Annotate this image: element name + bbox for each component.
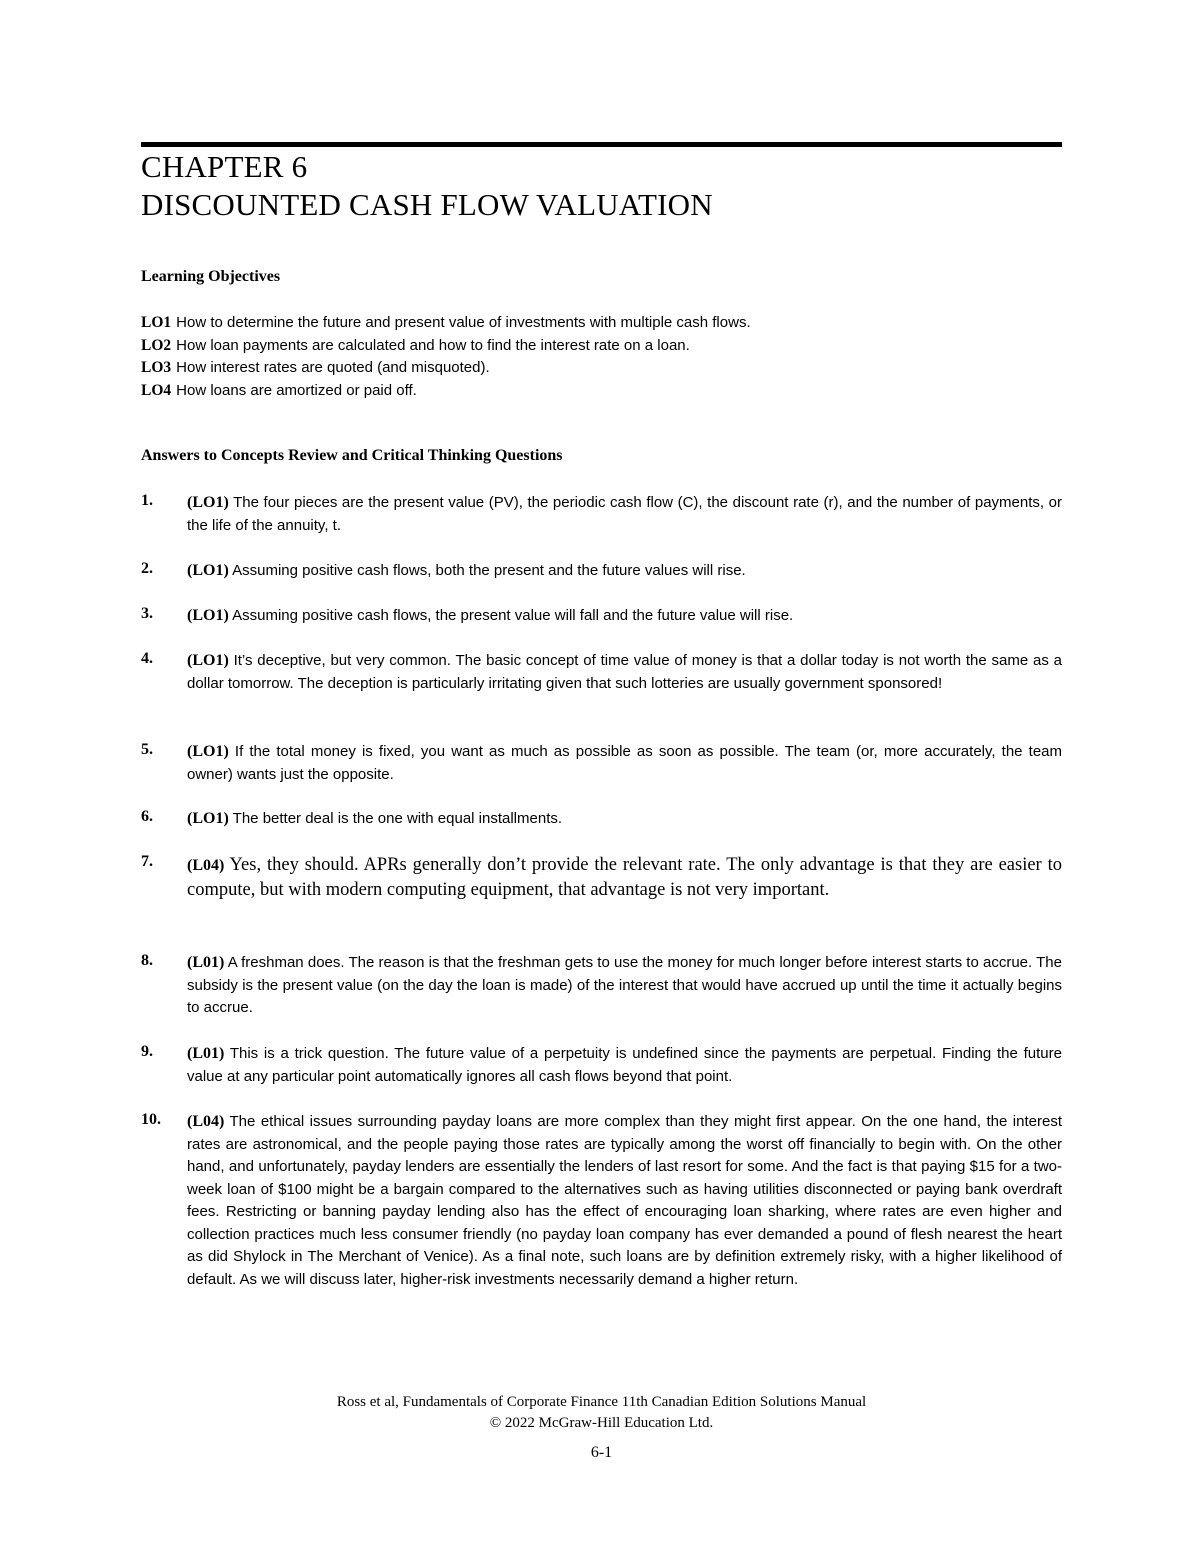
lo-code: LO3 <box>141 359 172 376</box>
answer-text: The better deal is the one with equal installments. <box>228 810 563 827</box>
page-number: 6-1 <box>590 1444 613 1461</box>
answer-lo-tag: (LO1) <box>187 494 229 511</box>
answer-number: 4. <box>141 650 153 667</box>
answer-lo-tag: (L04) <box>187 857 225 874</box>
answer-body <box>187 560 1062 583</box>
lo-code: LO1 <box>141 314 172 331</box>
answer-body <box>187 650 1062 695</box>
answer-item <box>141 650 1062 695</box>
answer-body <box>187 1111 1062 1291</box>
answer-body <box>187 952 1062 1020</box>
page-footer <box>141 1392 1062 1463</box>
answer-item <box>141 741 1062 786</box>
answer-text: The ethical issues surrounding payday loans are more complex than they might first appear. On the one hand, the interest rates are astronomical, and the people paying those rates are typically among the worst off financially to begin with. On the other hand, and unfortunately, payday lenders are essentially the lenders of last resort for some. And the fact is that paying $15 for a two-week loan of $100 might be a bargain compared to the alternatives such as having utilities disconnected or paying bank overdraft fees. Restricting or banning payday lending also has the effect of encouraging loan sharking, where rates are even higher and collection practices much less consumer friendly (no payday loan company has ever demanded a pound of flesh nearest the heart as did Shylock in The Merchant of Venice). As a final note, such loans are by definition extremely risky, with a higher likelihood of default. As we will discuss later, higher-risk investments necessarily demand a higher return. <box>187 1113 1062 1288</box>
answer-item <box>141 952 1062 1020</box>
answer-lo-tag: (LO1) <box>187 562 229 579</box>
answer-item <box>141 808 1062 831</box>
lo-item <box>141 312 1062 335</box>
answer-text: Assuming positive cash flows, both the present and the future values will rise. <box>228 562 746 579</box>
answer-body <box>187 1043 1062 1088</box>
answer-lo-tag: (L01) <box>187 954 225 971</box>
answer-body <box>187 808 1062 831</box>
answer-lo-tag: (LO1) <box>187 652 229 669</box>
lo-text: How to determine the future and present value of investments with multiple cash flows. <box>176 314 751 331</box>
answer-lo-tag: (LO1) <box>187 810 229 827</box>
answer-text: This is a trick question. The future value of a perpetuity is undefined since the payments are perpetual. Finding the future value at any particular point automatically ignores all cash flows beyond that point. <box>187 1045 1062 1085</box>
lo-item <box>141 357 1062 380</box>
answer-number: 2. <box>141 560 153 577</box>
answer-text: Assuming positive cash flows, the present value will fall and the future value will rise. <box>228 607 794 624</box>
lo-item <box>141 380 1062 403</box>
answer-item <box>141 492 1062 537</box>
answer-number: 3. <box>141 605 153 622</box>
answer-lo-tag: (LO1) <box>187 743 229 760</box>
answer-number: 7. <box>141 853 153 870</box>
answer-number: 5. <box>141 741 153 758</box>
answer-body <box>187 492 1062 537</box>
answer-body <box>187 853 1062 903</box>
answer-item <box>141 605 1062 628</box>
answer-number: 8. <box>141 952 153 969</box>
answer-number: 1. <box>141 492 153 509</box>
footer-copyright: © 2022 McGraw-Hill Education Ltd. <box>489 1415 714 1431</box>
answer-item <box>141 1111 1062 1291</box>
answer-text: The four pieces are the present value (PV), the periodic cash flow (C), the discount rate (r), and the number of payments, or the life of the annuity, t. <box>187 494 1062 534</box>
answer-body <box>187 741 1062 786</box>
answer-number: 9. <box>141 1043 153 1060</box>
chapter-title <box>141 148 1062 224</box>
lo-text: How loan payments are calculated and how to find the interest rate on a loan. <box>176 336 690 354</box>
lo-code: LO4 <box>141 381 172 399</box>
answer-lo-tag: (L04) <box>187 1113 225 1130</box>
lo-text: How interest rates are quoted (and misquoted). <box>176 359 490 376</box>
learning-objectives-heading: Learning Objectives <box>141 268 281 285</box>
lo-text: How loans are amortized or paid off. <box>176 381 417 399</box>
chapter-number: CHAPTER 6 <box>141 149 308 184</box>
chapter-name: DISCOUNTED CASH FLOW VALUATION <box>141 187 713 222</box>
lo-item <box>141 335 1062 358</box>
answer-item <box>141 560 1062 583</box>
lo-code: LO2 <box>141 336 172 354</box>
answer-text: If the total money is fixed, you want as much as possible as soon as possible. The team (or, more accurately, the team owner) wants just the opposite. <box>187 743 1062 783</box>
answer-lo-tag: (L01) <box>187 1045 225 1062</box>
learning-objectives-list <box>141 312 1062 402</box>
top-rule <box>141 142 1062 147</box>
answers-heading: Answers to Concepts Review and Critical Thinking Questions <box>141 447 563 464</box>
answer-item <box>141 1043 1062 1088</box>
answer-number: 6. <box>141 808 153 825</box>
answer-text: Yes, they should. APRs generally don’t provide the relevant rate. The only advantage is that they are easier to compute, but with modern computing equipment, that advantage is not very important. <box>187 855 1062 900</box>
answer-text: It’s deceptive, but very common. The basic concept of time value of money is that a dollar today is not worth the same as a dollar tomorrow. The deception is particularly irritating given that such lotteries are usually government sponsored! <box>187 652 1062 692</box>
answer-item <box>141 853 1062 903</box>
answer-text: A freshman does. The reason is that the freshman gets to use the money for much longer before interest starts to accrue. The subsidy is the present value (on the day the loan is made) of the interest that would have accrued up until the time it actually begins to accrue. <box>187 954 1062 1016</box>
answer-number: 10. <box>141 1111 161 1128</box>
answer-lo-tag: (LO1) <box>187 607 229 624</box>
answer-body <box>187 605 1062 628</box>
footer-citation: Ross et al, Fundamentals of Corporate Finance 11th Canadian Edition Solutions Manual <box>336 1394 867 1410</box>
